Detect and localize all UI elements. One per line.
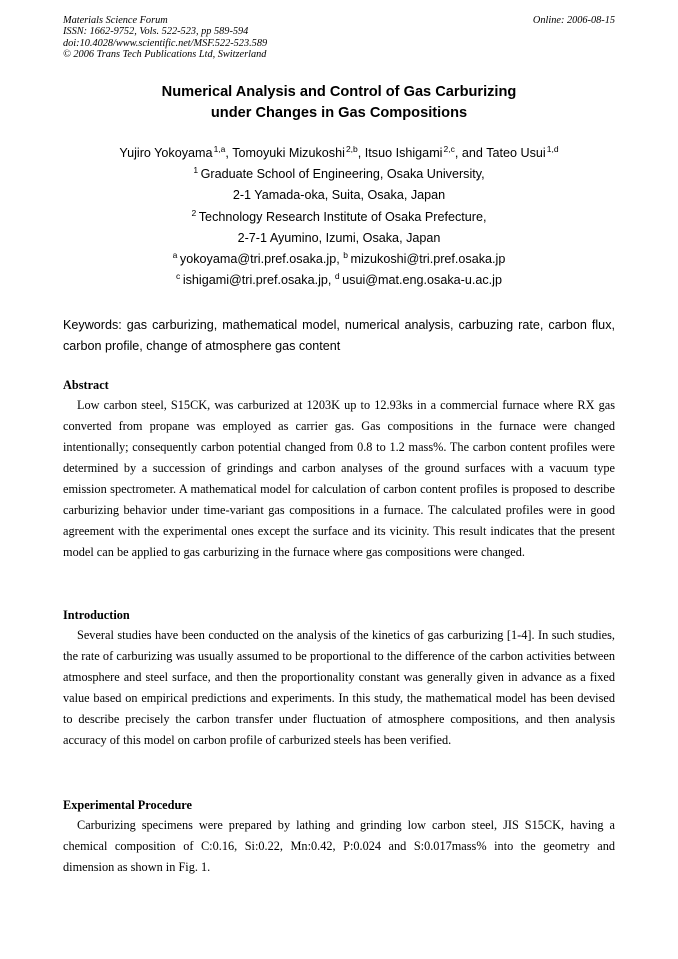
- journal-header: [63, 15, 267, 61]
- author-affil-mark: 1,a: [213, 144, 226, 154]
- affil-line: Graduate School of Engineering, Osaka University,: [200, 167, 485, 182]
- journal-name: Materials Science Forum: [63, 15, 168, 26]
- author-separator: , and: [454, 146, 487, 160]
- experimental-heading: Experimental Procedure: [63, 798, 192, 812]
- experimental-section: [63, 796, 615, 878]
- email-address: usui@mat.eng.osaka-u.ac.jp: [342, 273, 502, 288]
- affil-number: 1: [193, 165, 199, 176]
- introduction-section: [63, 606, 615, 751]
- email-mark: c: [176, 271, 181, 282]
- email-address: yokoyama@tri.pref.osaka.jp: [179, 252, 337, 267]
- email-address: ishigami@tri.pref.osaka.jp: [182, 273, 328, 288]
- doi-line: doi:10.4028/www.scientific.net/MSF.522-523.589: [63, 37, 268, 49]
- experimental-text: Carburizing specimens were prepared by lathing and grinding low carbon steel, JIS S15CK, having a chemical composition of C:0.16, Si:0.22, Mn:0.42, P:0.024 and S:0.017mass% into the geometry and dimension as shown in Fig. 1.: [63, 818, 615, 874]
- author-block: [63, 143, 615, 291]
- affiliation-1-address: 2-1 Yamada-oka, Suita, Osaka, Japan: [232, 188, 446, 203]
- author-affil-mark: 2,b: [345, 144, 358, 154]
- email-mark: b: [343, 250, 348, 261]
- author-name: Tateo Usui: [486, 146, 546, 160]
- affiliation-2: [63, 207, 615, 228]
- email-mark: d: [334, 271, 340, 282]
- author-name: Yujiro Yokoyama: [119, 146, 213, 160]
- title-line-2: under Changes in Gas Compositions: [210, 104, 468, 121]
- email-line-1: $^a$ yokoyama@tri.pref.osaka.jp, $^b$ mizukoshi@tri.pref.osaka.jp: [172, 250, 506, 267]
- affil-line: Technology Research Institute of Osaka Prefecture,: [198, 209, 487, 224]
- author-name: Itsuo Ishigami: [364, 146, 443, 160]
- keywords: Keywords: gas carburizing, mathematical model, numerical analysis, carbuzing rate, carbon flux, carbon profile, change of atmosphere gas content: [63, 318, 615, 353]
- author-name: Tomoyuki Mizukoshi: [232, 146, 345, 160]
- email-line-2: $^c$ ishigami@tri.pref.osaka.jp, $^d$ usui@mat.eng.osaka-u.ac.jp: [176, 271, 502, 288]
- email-mark: a: [172, 250, 178, 261]
- email-address: mizukoshi@tri.pref.osaka.jp: [350, 252, 506, 267]
- abstract-text: Low carbon steel, S15CK, was carburized at 1203K up to 12.93ks in a commercial furnace where RX gas converted from propane was employed as carrier gas. Gas compositions in the furnace were changed intentionally; consequently carbon potential changed from 0.8 to 1.2 mass%. The carbon content profiles were determined by a succession of grindings and carbon analyses of the ground surfaces with a vacuum type emission spectrometer. A mathematical model for calculation of carbon content profiles is proposed to describe carburizing behavior under time-variant gas compositions in a furnace. The calculated profiles were in good agreement with the experimental ones except the surface and its vicinity. This result indicates that the present model can be applied to gas carburizing in the furnace where gas compositions were changed.: [63, 398, 615, 559]
- author-separator: ,: [357, 146, 365, 160]
- abstract-section: [63, 376, 615, 563]
- copyright-line: © 2006 Trans Tech Publications Ltd, Switzerland: [63, 49, 267, 61]
- paper-title: [63, 82, 615, 123]
- affiliation-1: [63, 164, 615, 185]
- abstract-heading: Abstract: [63, 378, 109, 392]
- issn-line: ISSN: 1662-9752, Vols. 522-523, pp 589-594: [63, 26, 249, 38]
- affiliation-2-address: 2-7-1 Ayumino, Izumi, Osaka, Japan: [237, 230, 441, 245]
- author-affil-mark: 2,c: [443, 144, 455, 154]
- title-line-1: Numerical Analysis and Control of Gas Carburizing: [161, 84, 517, 100]
- affil-number: 2: [191, 207, 197, 218]
- introduction-text: Several studies have been conducted on the analysis of the kinetics of gas carburizing [1-4]. In such studies, the rate of carburizing was usually assumed to be proportional to the difference of the carbon activities between atmosphere and steel surface, and then the proportionality constant was generally given in advance as a fixed value based on empirical predictions and experiments. In this study, the mathematical model has been devised to describe precisely the carbon transfer under fluctuation of atmosphere compositions, and then analysis accuracy of this model on carbon profile of carburized steels has been verified.: [63, 628, 615, 747]
- author-separator: ,: [225, 146, 233, 160]
- author-affil-mark: 1,d: [546, 144, 559, 154]
- online-date: Online: 2006-08-15: [532, 15, 615, 26]
- author-list: [63, 143, 615, 164]
- introduction-heading: Introduction: [63, 608, 130, 622]
